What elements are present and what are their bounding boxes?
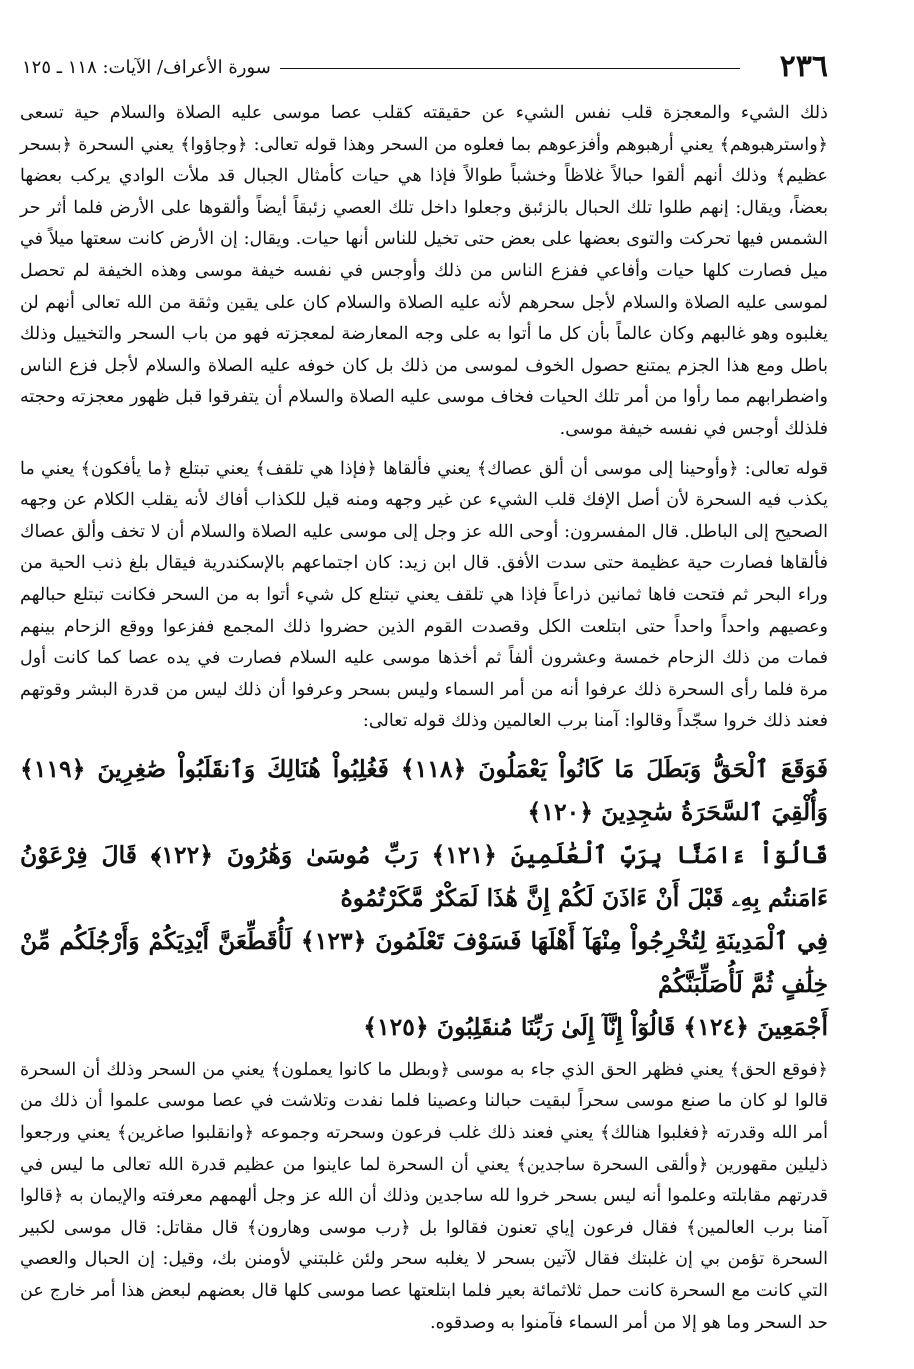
quran-verses: [20, 748, 828, 1049]
quran-line-3: فِي ٱلْمَدِينَةِ لِتُخْرِجُواْ مِنْهَآ أَهْلَهَا فَسَوْفَ تَعْلَمُونَ ﴿١٢٣﴾ لَأُقَطِّعَنَّ أَيْدِيَكُمْ وَأَرْجُلَكُم مِّنْ خِلَٰفٍ ثُمَّ لَأُصَلِّبَنَّكُمْ: [20, 926, 828, 998]
commentary-paragraph: ﴿فوقع الحق﴾ يعني فظهر الحق الذي جاء به موسى ﴿وبطل ما كانوا يعملون﴾ يعني من السحر وذلك أن السحرة قالوا لو كان ما صنع موسى سحراً لبقيت حبالنا وعصينا فلما نفدت وتلاشت في عصا موسى علموا أن ذلك من أمر الله وقدرته ﴿فغلبوا هنالك﴾ يعني فعند ذلك غلب فرعون وسحرته وجموعه ﴿وانقلبوا صاغرين﴾ يعني ورجعوا ذليلين مقهورين ﴿وألقى السحرة ساجدين﴾ يعني أن السحرة لما عاينوا من عظيم قدرة الله تعالى ما ليس في قدرتهم مقابلته وعلموا أنه ليس بسحر خروا لله ساجدين وذلك أن الله عز وجل ألهمهم معرفته والإيمان به ﴿قالوا آمنا برب العالمين﴾ فقال فرعون إياي تعنون فقالوا بل ﴿رب موسى وهارون﴾ قال مقاتل: قال موسى لكبير السحرة تؤمن بي إن غلبتك فقال لآتين بسحر لا يغلبه سحر ولئن غلبتني لأومنن بك، وقيل: إن الحبال والعصي التي كانت مع السحرة كانت حمل ثلاثمائة بعير فلما ابتلعتها عصا موسى كلها قال بعضهم لبعض هذا أمر خارج عن حد السحر وما هو إلا من أمر السماء فآمنوا به وصدقوه.: [20, 1059, 828, 1333]
tafsir-paragraph-1: ذلك الشيء والمعجزة قلب نفس الشيء عن حقيقته كقلب عصا موسى عليه الصلاة والسلام حية تسعى ﴿واسترهبوهم﴾ يعني أرهبوهم وأفزعوهم بما فعلوه من السحر وهذا قوله تعالى: ﴿وجاؤوا﴾ يعني السحرة ﴿بسحر عظيم﴾ وذلك أنهم ألقوا حبالاً غلاظاً وخشباً طوالاً فإذا هي حيات كأمثال الجبال قد ملأت الوادي يركب بعضها بعضاً، ويقال: إنهم طلوا تلك الحبال بالزئبق وجعلوا داخل تلك العصي زئبقاً أيضاً وألقوها على الأرض فلما أثر حر الشمس فيها تحركت والتوى بعضها على بعض حتى تخيل للناس أنها حيات. ويقال: إن الأرض كانت سعتها ميلاً في ميل فصارت كلها حيات وأفاعي ففزع الناس من ذلك وأوجس في نفسه خيفة موسى وهذه الخيفة لم تحصل لموسى عليه الصلاة والسلام لأجل سحرهم لأنه عليه الصلاة والسلام كان على يقين وثقة من الله تعالى أنهم لن يغلبوه وهو غالبهم وكان عالماً بأن كل ما أتوا به على وجه المعارضة لمعجزته فهو من باب السحر والتخييل وذلك باطل ومع هذا الجزم يمتنع حصول الخوف لموسى من ذلك بل كان خوفه عليه الصلاة والسلام لأجل فزع الناس واضطرابهم مما رأوا من أمر تلك الحيات فخاف موسى عليه الصلاة والسلام أن يتفرقوا قبل ظهور معجزته وحجته فلذلك أوجس في نفسه خيفة موسى.: [19, 103, 828, 439]
page-number: ٢٣٦: [779, 49, 828, 84]
quran-line-2: قَالُوٓاْ ءَامَنَّا بِرَبِّ ٱلْعَٰلَمِينَ ﴿١٢١﴾ رَبِّ مُوسَىٰ وَهَٰرُونَ ﴿١٢٢﴾ قَالَ فِرْعَوْنُ ءَامَنتُم بِهِۦ قَبْلَ أَنْ ءَاذَنَ لَكُمْ إِنَّ هَٰذَا لَمَكْرٌ مَّكَرْتُمُوهُ: [20, 840, 828, 912]
tafsir-paragraph-2: قوله تعالى: ﴿وأوحينا إلى موسى أن ألق عصاك﴾ يعني فألقاها ﴿فإذا هي تلقف﴾ يعني تبتلع ﴿ما يأفكون﴾ يعني ما يكذب فيه السحرة لأن أصل الإفك قلب الشيء عن غير وجهه ومنه قيل للكذاب أفاك لأنه يقلب الكلام عن وجهه الصحيح إلى الباطل. قال المفسرون: أوحى الله عز وجل إلى موسى عليه الصلاة والسلام أن لا تخف وألق عصاك فألقاها فصارت حية عظيمة حتى سدت الأفق. قال ابن زيد: كان اجتماعهم بالإسكندرية فيقال بلغ ذنب الحية من وراء البحر ثم فتحت فاها ثمانين ذراعاً فإذا هي تلقف يعني تبتلع كل شيء أتوا به من السحر فكانت تبتلع حبالهم وعصيهم واحداً واحداً حتى ابتلعت الكل وقصدت القوم الذين حضروا ذلك المجمع ففزعوا ووقع الزحام بينهم فمات من ذلك الزحام خمسة وعشرون ألفاً ثم أخذها موسى عليه السلام فصارت في يده عصا كما كانت أول مرة فلما رأى السحرة ذلك عرفوا أنه من أمر السماء وليس بسحر وعرفوا أن ذلك ليس من قدرة البشر وقوتهم فعند ذلك خروا سجّداً وقالوا: آمنا برب العالمين وذلك قوله تعالى:: [20, 458, 828, 732]
page-header: [22, 48, 828, 88]
header-rule: [280, 68, 740, 69]
quran-line-4: أَجْمَعِينَ ﴿١٢٤﴾ قَالُوٓاْ إِنَّآ إِلَىٰ رَبِّنَا مُنقَلِبُونَ ﴿١٢٥﴾: [363, 1012, 828, 1041]
quran-line-1: فَوَقَعَ ٱلْحَقُّ وَبَطَلَ مَا كَانُواْ يَعْمَلُونَ ﴿١١٨﴾ فَغُلِبُواْ هُنَالِكَ وَٱنقَلَبُواْ صَٰغِرِينَ ﴿١١٩﴾ وَأُلْقِيَ ٱلسَّحَرَةُ سَٰجِدِينَ ﴿١٢٠﴾: [20, 754, 828, 826]
surah-title: سورة الأعراف/ الآيات: ١١٨ ـ ١٢٥: [22, 57, 271, 78]
page-body: [20, 98, 828, 1353]
